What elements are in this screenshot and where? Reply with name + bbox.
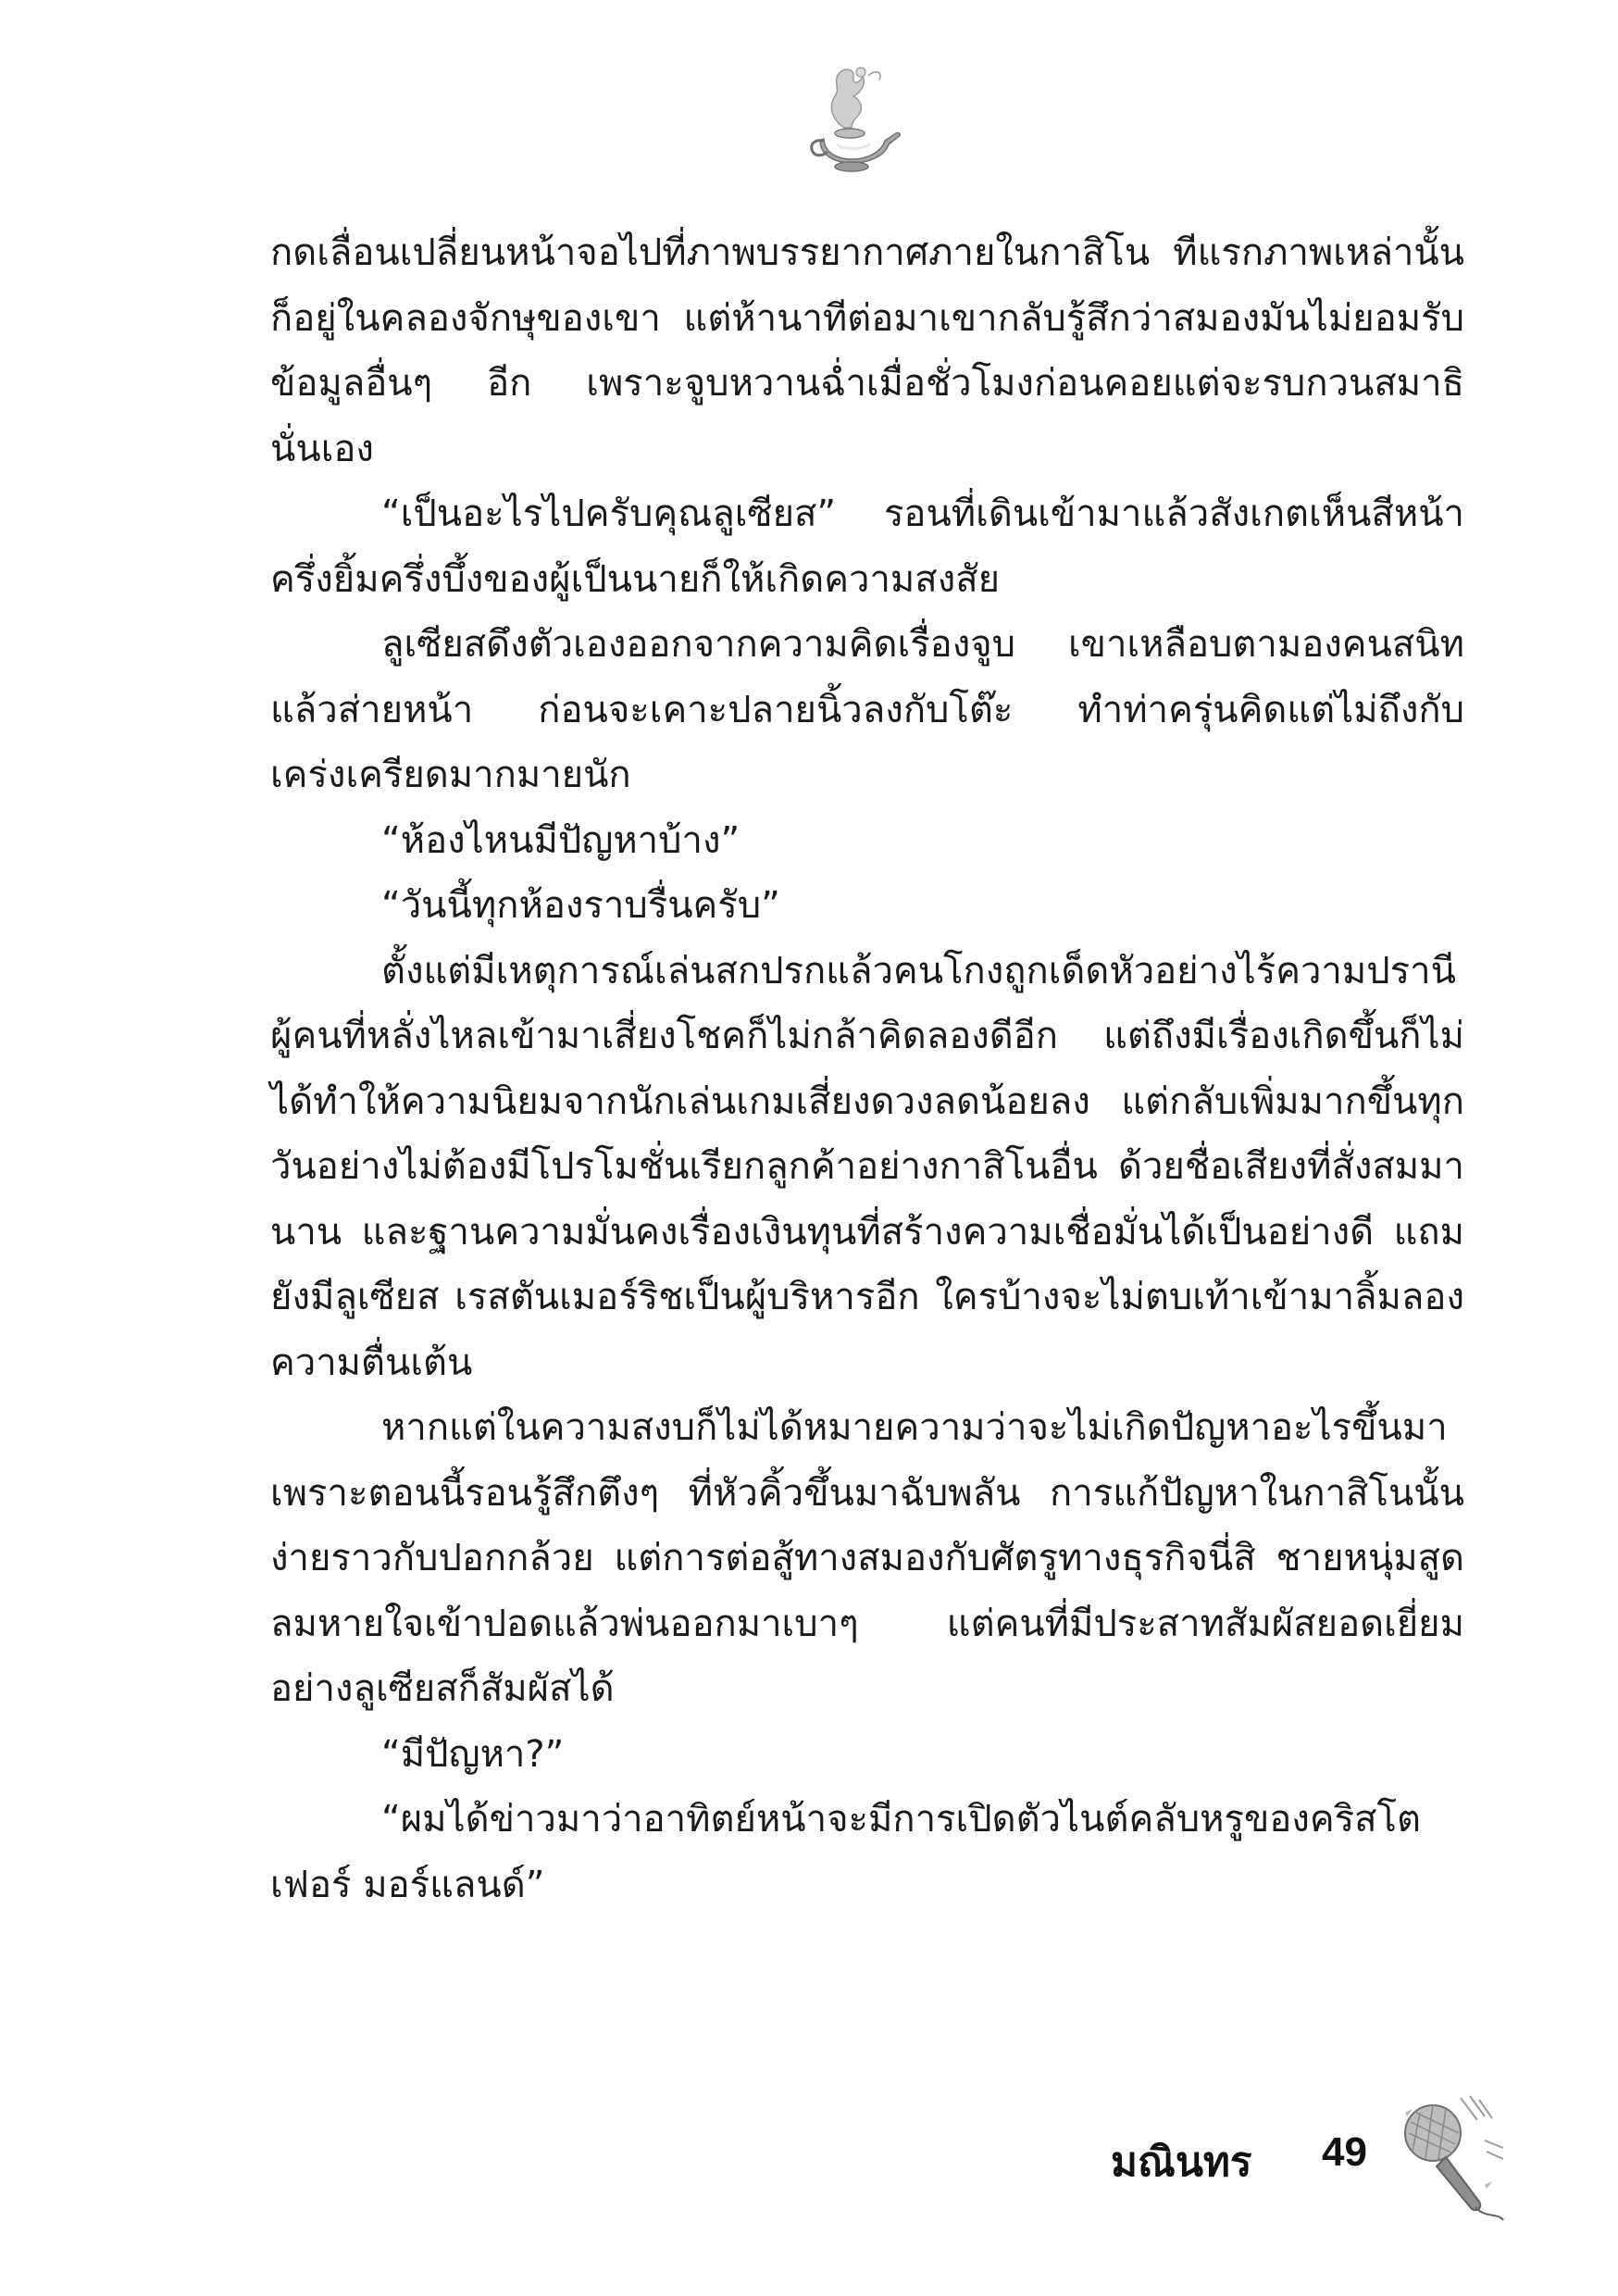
body-text [270,220,1464,1917]
paragraph: “เป็นอะไรไปครับคุณลูเซียส” รอนที่เดินเข้ามาแล้วสังเกตเห็นสีหน้าครึ่งยิ้มครึ่งบึ้งของผู้เป็นนายก็ให้เกิดความสงสัย [270,493,1464,601]
author-name: มณินทร [1111,2139,1252,2186]
genie-lamp-icon [796,56,907,176]
paragraph: ตั้งแต่มีเหตุการณ์เล่นสกปรกแล้วคนโกงถูกเด็ดหัวอย่างไร้ความปรานี ผู้คนที่หลั่งไหลเข้ามาเสี่ยงโชคก็ไม่กล้าคิดลองดีอีก แต่ถึงมีเรื่องเกิดขึ้นก็ไม่ได้ทำให้ความนิยมจากนักเล่นเกมเสี่ยงดวงลดน้อยลง แต่กลับเพิ่มมากขึ้นทุกวันอย่างไม่ต้องมีโปรโมชั่นเรียกลูกค้าอย่างกาสิโนอื่น ด้วยชื่อเสียงที่สั่งสมมานาน และฐานความมั่นคงเรื่องเงินทุนที่สร้างความเชื่อมั่นได้เป็นอย่างดี แถมยังมีลูเซียส เรสตันเมอร์ริชเป็นผู้บริหารอีก ใครบ้างจะไม่ตบเท้าเข้ามาลิ้มลองความตื่นเต้น [270,949,1464,1384]
paragraph: “มีปัญหา?” [381,1732,565,1776]
paragraph: กดเลื่อนเปลี่ยนหน้าจอไปที่ภาพบรรยากาศภายในกาสิโน ทีแรกภาพเหล่านั้นก็อยู่ในคลองจักษุของเขา แต่ห้านาทีต่อมาเขากลับรู้สึกว่าสมองมันไม่ยอมรับข้อมูลอื่นๆ อีก เพราะจูบหวานฉ่ำเมื่อชั่วโมงก่อนคอยแต่จะรบกวนสมาธินั่นเอง [270,231,1464,470]
paragraph: “ผมได้ข่าวมาว่าอาทิตย์หน้าจะมีการเปิดตัวไนต์คลับหรูของคริสโตเฟอร์ มอร์แลนด์” [270,1798,1421,1906]
page-number: 49 [1322,2129,1367,2175]
paragraph: “ห้องไหนมีปัญหาบ้าง” [381,818,741,862]
paragraph: ลูเซียสดึงตัวเองออกจากความคิดเรื่องจูบ เขาเหลือบตามองคนสนิทแล้วส่ายหน้า ก่อนจะเคาะปลายนิ้วลงกับโต๊ะ ทำท่าครุ่นคิดแต่ไม่ถึงกับเคร่งเครียดมากมายนัก [270,623,1464,796]
microphone-icon [1388,2092,1509,2222]
page-footer [1111,2092,1509,2222]
paragraph: “วันนี้ทุกห้องราบรื่นครับ” [381,884,780,927]
paragraph: หากแต่ในความสงบก็ไม่ได้หมายความว่าจะไม่เกิดปัญหาอะไรขึ้นมา เพราะตอนนี้รอนรู้สึกตึงๆ ที่หัวคิ้วขึ้นมาฉับพลัน การแก้ปัญหาในกาสิโนนั้นง่ายราวกับปอกกล้วย แต่การต่อสู้ทางสมองกับศัตรูทางธุรกิจนี่สิ ชายหนุ่มสูดลมหายใจเข้าปอดแล้วพ่นออกมาเบาๆ แต่คนที่มีประสาทสัมผัสยอดเยี่ยมอย่างลูเซียสก็สัมผัสได้ [270,1406,1464,1710]
